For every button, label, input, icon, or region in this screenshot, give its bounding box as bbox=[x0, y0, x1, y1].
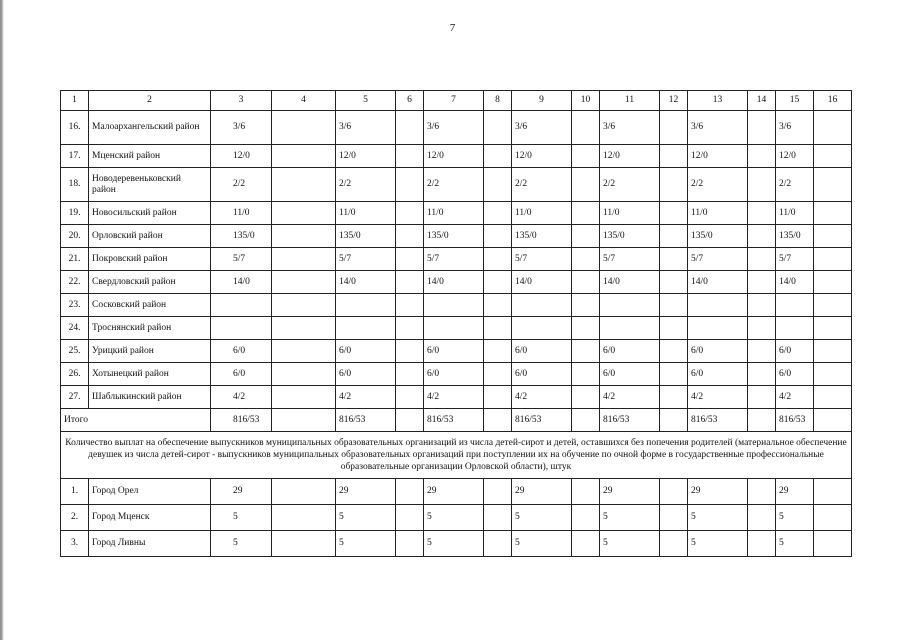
value-cell: 12/0 bbox=[211, 145, 272, 168]
district-name: Мценский район bbox=[89, 145, 211, 168]
total-value-cell: 816/53 bbox=[688, 409, 748, 432]
empty-cell bbox=[748, 202, 776, 225]
empty-cell bbox=[572, 225, 600, 248]
value-cell bbox=[424, 294, 484, 317]
value-cell: 5/7 bbox=[211, 248, 272, 271]
empty-cell bbox=[748, 505, 776, 531]
table-row bbox=[61, 479, 852, 505]
value-cell: 2/2 bbox=[776, 168, 814, 202]
empty-cell bbox=[660, 479, 688, 505]
column-header: 13 bbox=[688, 91, 748, 111]
row-number: 19. bbox=[61, 202, 89, 225]
value-cell bbox=[776, 294, 814, 317]
column-header: 12 bbox=[660, 91, 688, 111]
row-number: 25. bbox=[61, 340, 89, 363]
empty-cell bbox=[484, 145, 512, 168]
empty-cell bbox=[814, 505, 852, 531]
table-row bbox=[61, 505, 852, 531]
empty-cell bbox=[396, 248, 424, 271]
value-cell: 5 bbox=[600, 531, 660, 557]
value-cell bbox=[336, 317, 396, 340]
value-cell: 5/7 bbox=[776, 248, 814, 271]
empty-cell bbox=[484, 505, 512, 531]
value-cell: 3/6 bbox=[512, 111, 572, 145]
value-cell: 2/2 bbox=[600, 168, 660, 202]
table-row bbox=[61, 317, 852, 340]
column-header: 5 bbox=[336, 91, 396, 111]
empty-cell bbox=[272, 317, 336, 340]
value-cell: 6/0 bbox=[688, 340, 748, 363]
empty-cell bbox=[484, 479, 512, 505]
empty-cell bbox=[484, 168, 512, 202]
empty-cell bbox=[748, 479, 776, 505]
value-cell: 29 bbox=[211, 479, 272, 505]
value-cell: 135/0 bbox=[512, 225, 572, 248]
empty-cell bbox=[272, 168, 336, 202]
empty-cell bbox=[814, 340, 852, 363]
empty-cell bbox=[572, 248, 600, 271]
column-header: 9 bbox=[512, 91, 572, 111]
empty-cell bbox=[748, 363, 776, 386]
scan-edge-shadow bbox=[0, 0, 4, 640]
total-value-cell: 816/53 bbox=[512, 409, 572, 432]
value-cell: 14/0 bbox=[211, 271, 272, 294]
empty-cell bbox=[484, 225, 512, 248]
value-cell: 135/0 bbox=[424, 225, 484, 248]
value-cell: 14/0 bbox=[600, 271, 660, 294]
total-value-cell: 816/53 bbox=[600, 409, 660, 432]
value-cell: 5 bbox=[336, 531, 396, 557]
value-cell: 2/2 bbox=[211, 168, 272, 202]
district-name: Сосковский район bbox=[89, 294, 211, 317]
value-cell: 12/0 bbox=[600, 145, 660, 168]
value-cell: 135/0 bbox=[688, 225, 748, 248]
total-value-cell: 816/53 bbox=[424, 409, 484, 432]
empty-cell bbox=[572, 111, 600, 145]
value-cell: 6/0 bbox=[776, 340, 814, 363]
value-cell: 3/6 bbox=[336, 111, 396, 145]
table-row bbox=[61, 340, 852, 363]
empty-cell bbox=[814, 168, 852, 202]
district-name: Новодеревеньковский район bbox=[89, 168, 211, 202]
district-name: Свердловский район bbox=[89, 271, 211, 294]
empty-cell bbox=[396, 386, 424, 409]
section-note-row bbox=[61, 432, 852, 479]
column-header: 7 bbox=[424, 91, 484, 111]
value-cell: 3/6 bbox=[600, 111, 660, 145]
empty-cell bbox=[572, 294, 600, 317]
value-cell: 14/0 bbox=[512, 271, 572, 294]
value-cell: 11/0 bbox=[211, 202, 272, 225]
table-row bbox=[61, 111, 852, 145]
empty-cell bbox=[814, 386, 852, 409]
value-cell: 11/0 bbox=[512, 202, 572, 225]
total-label: Итого bbox=[61, 409, 211, 432]
empty-cell bbox=[572, 168, 600, 202]
empty-cell bbox=[272, 225, 336, 248]
empty-cell bbox=[396, 505, 424, 531]
empty-cell bbox=[572, 317, 600, 340]
value-cell: 5/7 bbox=[600, 248, 660, 271]
table-row bbox=[61, 531, 852, 557]
value-cell bbox=[688, 294, 748, 317]
empty-cell bbox=[814, 409, 852, 432]
value-cell: 12/0 bbox=[776, 145, 814, 168]
value-cell bbox=[776, 317, 814, 340]
value-cell: 4/2 bbox=[424, 386, 484, 409]
value-cell: 11/0 bbox=[600, 202, 660, 225]
section-note: Количество выплат на обеспечение выпускников муниципальных образовательных организаций из числа детей-сирот и детей, оставшихся без попечения родителей (материальное обеспечение девушек из числа детей-сирот - выпускников муниципальных образовательных организаций при поступлении их на обучение по очной форме в государственные профессиональные образовательные организации Орловской области), штук bbox=[61, 432, 852, 479]
empty-cell bbox=[484, 202, 512, 225]
empty-cell bbox=[814, 363, 852, 386]
empty-cell bbox=[272, 531, 336, 557]
district-name: Город Ливны bbox=[89, 531, 211, 557]
empty-cell bbox=[748, 531, 776, 557]
empty-cell bbox=[814, 111, 852, 145]
value-cell: 5/7 bbox=[424, 248, 484, 271]
value-cell: 4/2 bbox=[336, 386, 396, 409]
value-cell: 6/0 bbox=[512, 340, 572, 363]
empty-cell bbox=[396, 531, 424, 557]
empty-cell bbox=[748, 340, 776, 363]
empty-cell bbox=[396, 363, 424, 386]
value-cell bbox=[512, 294, 572, 317]
value-cell: 3/6 bbox=[211, 111, 272, 145]
table-row bbox=[61, 363, 852, 386]
empty-cell bbox=[396, 145, 424, 168]
value-cell: 6/0 bbox=[211, 363, 272, 386]
value-cell: 3/6 bbox=[776, 111, 814, 145]
value-cell: 2/2 bbox=[688, 168, 748, 202]
value-cell: 29 bbox=[776, 479, 814, 505]
empty-cell bbox=[660, 505, 688, 531]
empty-cell bbox=[814, 294, 852, 317]
row-number: 22. bbox=[61, 271, 89, 294]
value-cell: 6/0 bbox=[688, 363, 748, 386]
value-cell: 135/0 bbox=[776, 225, 814, 248]
value-cell: 14/0 bbox=[776, 271, 814, 294]
empty-cell bbox=[484, 317, 512, 340]
column-header: 16 bbox=[814, 91, 852, 111]
empty-cell bbox=[484, 363, 512, 386]
empty-cell bbox=[484, 111, 512, 145]
table-row bbox=[61, 225, 852, 248]
empty-cell bbox=[814, 248, 852, 271]
empty-cell bbox=[484, 531, 512, 557]
row-number: 23. bbox=[61, 294, 89, 317]
empty-cell bbox=[572, 363, 600, 386]
empty-cell bbox=[660, 168, 688, 202]
value-cell: 11/0 bbox=[776, 202, 814, 225]
value-cell bbox=[211, 294, 272, 317]
column-header: 4 bbox=[272, 91, 336, 111]
value-cell: 4/2 bbox=[688, 386, 748, 409]
value-cell: 5 bbox=[776, 531, 814, 557]
empty-cell bbox=[396, 317, 424, 340]
empty-cell bbox=[484, 294, 512, 317]
table-row bbox=[61, 248, 852, 271]
empty-cell bbox=[660, 363, 688, 386]
row-number: 21. bbox=[61, 248, 89, 271]
value-cell bbox=[211, 317, 272, 340]
value-cell bbox=[600, 294, 660, 317]
value-cell: 14/0 bbox=[336, 271, 396, 294]
table-row bbox=[61, 145, 852, 168]
value-cell: 12/0 bbox=[688, 145, 748, 168]
empty-cell bbox=[484, 271, 512, 294]
empty-cell bbox=[484, 386, 512, 409]
empty-cell bbox=[660, 225, 688, 248]
column-header: 15 bbox=[776, 91, 814, 111]
empty-cell bbox=[660, 409, 688, 432]
value-cell: 11/0 bbox=[336, 202, 396, 225]
empty-cell bbox=[572, 386, 600, 409]
empty-cell bbox=[484, 409, 512, 432]
empty-cell bbox=[396, 111, 424, 145]
value-cell: 11/0 bbox=[424, 202, 484, 225]
empty-cell bbox=[272, 479, 336, 505]
district-name: Хотынецкий район bbox=[89, 363, 211, 386]
table-row bbox=[61, 168, 852, 202]
total-value-cell: 816/53 bbox=[336, 409, 396, 432]
table-row bbox=[61, 386, 852, 409]
value-cell: 135/0 bbox=[336, 225, 396, 248]
empty-cell bbox=[396, 340, 424, 363]
empty-cell bbox=[272, 340, 336, 363]
value-cell: 3/6 bbox=[688, 111, 748, 145]
table-body bbox=[61, 91, 852, 557]
empty-cell bbox=[272, 111, 336, 145]
empty-cell bbox=[814, 479, 852, 505]
empty-cell bbox=[272, 294, 336, 317]
empty-cell bbox=[396, 271, 424, 294]
value-cell: 29 bbox=[688, 479, 748, 505]
empty-cell bbox=[272, 202, 336, 225]
empty-cell bbox=[660, 202, 688, 225]
empty-cell bbox=[748, 111, 776, 145]
value-cell: 5 bbox=[424, 531, 484, 557]
value-cell bbox=[600, 317, 660, 340]
empty-cell bbox=[814, 531, 852, 557]
allocation-table bbox=[60, 90, 852, 557]
empty-cell bbox=[396, 479, 424, 505]
value-cell: 5 bbox=[211, 505, 272, 531]
empty-cell bbox=[572, 505, 600, 531]
value-cell: 4/2 bbox=[512, 386, 572, 409]
empty-cell bbox=[660, 386, 688, 409]
value-cell: 29 bbox=[336, 479, 396, 505]
total-value-cell: 816/53 bbox=[211, 409, 272, 432]
value-cell: 4/2 bbox=[776, 386, 814, 409]
empty-cell bbox=[660, 111, 688, 145]
row-number: 2. bbox=[61, 505, 89, 531]
row-number: 26. bbox=[61, 363, 89, 386]
district-name: Город Орел bbox=[89, 479, 211, 505]
table-row bbox=[61, 202, 852, 225]
value-cell bbox=[336, 294, 396, 317]
value-cell: 29 bbox=[600, 479, 660, 505]
value-cell: 5 bbox=[211, 531, 272, 557]
empty-cell bbox=[396, 168, 424, 202]
empty-cell bbox=[396, 294, 424, 317]
value-cell: 6/0 bbox=[776, 363, 814, 386]
value-cell: 2/2 bbox=[512, 168, 572, 202]
value-cell bbox=[424, 317, 484, 340]
row-number: 18. bbox=[61, 168, 89, 202]
row-number: 27. bbox=[61, 386, 89, 409]
value-cell: 135/0 bbox=[600, 225, 660, 248]
empty-cell bbox=[660, 271, 688, 294]
value-cell: 12/0 bbox=[424, 145, 484, 168]
column-header: 2 bbox=[89, 91, 211, 111]
value-cell: 29 bbox=[512, 479, 572, 505]
page-number: 7 bbox=[449, 22, 456, 34]
empty-cell bbox=[572, 202, 600, 225]
value-cell: 5 bbox=[600, 505, 660, 531]
value-cell: 6/0 bbox=[424, 363, 484, 386]
empty-cell bbox=[484, 340, 512, 363]
value-cell: 6/0 bbox=[512, 363, 572, 386]
empty-cell bbox=[814, 202, 852, 225]
value-cell: 135/0 bbox=[211, 225, 272, 248]
empty-cell bbox=[484, 248, 512, 271]
empty-cell bbox=[748, 248, 776, 271]
district-name: Шаблыкинский район bbox=[89, 386, 211, 409]
value-cell: 29 bbox=[424, 479, 484, 505]
district-name: Урицкий район bbox=[89, 340, 211, 363]
table-row bbox=[61, 271, 852, 294]
empty-cell bbox=[748, 294, 776, 317]
value-cell: 12/0 bbox=[336, 145, 396, 168]
value-cell bbox=[512, 317, 572, 340]
value-cell: 14/0 bbox=[688, 271, 748, 294]
value-cell: 6/0 bbox=[600, 340, 660, 363]
empty-cell bbox=[748, 409, 776, 432]
empty-cell bbox=[572, 409, 600, 432]
value-cell: 4/2 bbox=[600, 386, 660, 409]
value-cell: 5 bbox=[776, 505, 814, 531]
value-cell: 14/0 bbox=[424, 271, 484, 294]
value-cell: 2/2 bbox=[336, 168, 396, 202]
district-name: Орловский район bbox=[89, 225, 211, 248]
empty-cell bbox=[396, 202, 424, 225]
column-header: 8 bbox=[484, 91, 512, 111]
value-cell: 6/0 bbox=[336, 340, 396, 363]
empty-cell bbox=[396, 225, 424, 248]
value-cell: 4/2 bbox=[211, 386, 272, 409]
row-number: 16. bbox=[61, 111, 89, 145]
total-row bbox=[61, 409, 852, 432]
value-cell: 5/7 bbox=[512, 248, 572, 271]
column-header: 1 bbox=[61, 91, 89, 111]
value-cell: 5 bbox=[424, 505, 484, 531]
row-number: 3. bbox=[61, 531, 89, 557]
empty-cell bbox=[660, 340, 688, 363]
row-number: 20. bbox=[61, 225, 89, 248]
value-cell: 11/0 bbox=[688, 202, 748, 225]
value-cell: 5 bbox=[688, 505, 748, 531]
value-cell: 5/7 bbox=[688, 248, 748, 271]
column-header: 14 bbox=[748, 91, 776, 111]
empty-cell bbox=[660, 145, 688, 168]
empty-cell bbox=[572, 340, 600, 363]
empty-cell bbox=[572, 145, 600, 168]
empty-cell bbox=[748, 271, 776, 294]
empty-cell bbox=[272, 386, 336, 409]
empty-cell bbox=[272, 409, 336, 432]
value-cell: 2/2 bbox=[424, 168, 484, 202]
value-cell: 6/0 bbox=[211, 340, 272, 363]
district-name: Покровский район bbox=[89, 248, 211, 271]
empty-cell bbox=[660, 317, 688, 340]
empty-cell bbox=[814, 145, 852, 168]
value-cell: 12/0 bbox=[512, 145, 572, 168]
empty-cell bbox=[748, 168, 776, 202]
empty-cell bbox=[572, 531, 600, 557]
empty-cell bbox=[572, 271, 600, 294]
value-cell: 6/0 bbox=[600, 363, 660, 386]
table-row bbox=[61, 294, 852, 317]
header-row bbox=[61, 91, 852, 111]
value-cell: 5 bbox=[688, 531, 748, 557]
empty-cell bbox=[272, 145, 336, 168]
total-value-cell: 816/53 bbox=[776, 409, 814, 432]
row-number: 24. bbox=[61, 317, 89, 340]
value-cell: 6/0 bbox=[336, 363, 396, 386]
empty-cell bbox=[814, 225, 852, 248]
value-cell: 5 bbox=[512, 505, 572, 531]
column-header: 6 bbox=[396, 91, 424, 111]
value-cell: 5 bbox=[336, 505, 396, 531]
value-cell: 5/7 bbox=[336, 248, 396, 271]
empty-cell bbox=[660, 531, 688, 557]
empty-cell bbox=[748, 225, 776, 248]
empty-cell bbox=[814, 317, 852, 340]
row-number: 17. bbox=[61, 145, 89, 168]
empty-cell bbox=[572, 479, 600, 505]
value-cell bbox=[688, 317, 748, 340]
value-cell: 6/0 bbox=[424, 340, 484, 363]
district-name: Новосильский район bbox=[89, 202, 211, 225]
empty-cell bbox=[814, 271, 852, 294]
empty-cell bbox=[748, 386, 776, 409]
empty-cell bbox=[660, 248, 688, 271]
value-cell: 3/6 bbox=[424, 111, 484, 145]
empty-cell bbox=[396, 409, 424, 432]
column-header: 11 bbox=[600, 91, 660, 111]
empty-cell bbox=[272, 271, 336, 294]
column-header: 10 bbox=[572, 91, 600, 111]
empty-cell bbox=[748, 145, 776, 168]
row-number: 1. bbox=[61, 479, 89, 505]
column-header: 3 bbox=[211, 91, 272, 111]
value-cell: 5 bbox=[512, 531, 572, 557]
district-name: Троснянский район bbox=[89, 317, 211, 340]
district-name: Город Мценск bbox=[89, 505, 211, 531]
empty-cell bbox=[660, 294, 688, 317]
empty-cell bbox=[272, 248, 336, 271]
empty-cell bbox=[272, 505, 336, 531]
district-name: Малоархангельский район bbox=[89, 111, 211, 145]
empty-cell bbox=[748, 317, 776, 340]
empty-cell bbox=[272, 363, 336, 386]
